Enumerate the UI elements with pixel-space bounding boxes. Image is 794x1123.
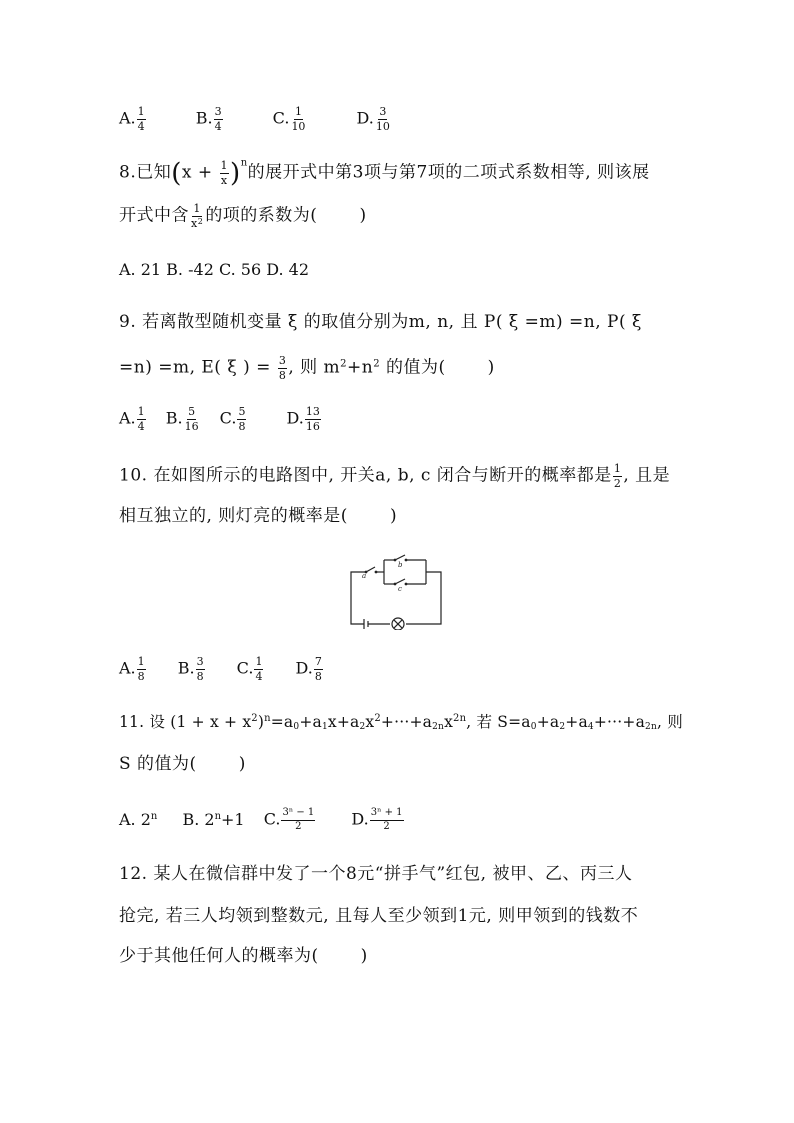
q9-line1: 9. 若离散型随机变量 ξ 的取值分别为m, n, 且 P( ξ =m) =n, P( ξ (119, 312, 642, 332)
q9-option-a: A. $\frac{1}{4}$ (119, 405, 145, 433)
circuit-diagram (348, 550, 444, 630)
q10-option-b: B. $\frac{3}{8}$ (177, 655, 204, 683)
q11-line2: S 的值为( ) (119, 754, 246, 774)
q9-options (119, 406, 322, 432)
q11-option-c: C. $\frac{\text{3ⁿ − 1}}{2}$ (263, 807, 315, 832)
q8-line2: 开式中含 $\frac{1}{x^2}$ 的项的系数为( ) (119, 202, 367, 230)
q7-option-c: C. $\frac{1}{10}$ (272, 105, 306, 133)
q11-option-d: D. $\frac{\text{3ⁿ + 1}}{2}$ (351, 807, 403, 832)
q7-options (119, 106, 392, 132)
q10-line1: 10. 在如图所示的电路图中, 开关a, b, c 闭合与断开的概率都是 $\frac{1}{2}$ , 且是 (119, 462, 671, 490)
q10-option-d: D. $\frac{7}{8}$ (295, 655, 322, 683)
q9-option-b: B. $\frac{5}{16}$ (165, 405, 199, 433)
q7-option-a: A. $\frac{1}{4}$ (119, 105, 145, 133)
q11-option-b: B. $2^n+1$ (182, 809, 245, 829)
q11-line1: 11. 设 $(1 + x + x^2)^n=a_0+a_1x+a_2x^2+\cdot\cdot\cdot+a_{2n}x^{2n}$, 若 $S=a_0+a_2+a_4+\cdot\cdot\cdot+a_{2n}$, 则 (119, 713, 683, 732)
q12-line3: 少于其他任何人的概率为( ) (119, 946, 368, 966)
q12-line2: 抢完, 若三人均领到整数元, 且每人至少领到1元, 则甲领到的钱数不 (119, 906, 639, 926)
q8-options: A. 21 B. -42 C. 56 D. 42 (119, 260, 310, 279)
q9-option-d: D. $\frac{13}{16}$ (286, 405, 320, 433)
switch-b (395, 555, 405, 560)
q9-line2: =n) =m, E( ξ ) = $\frac{3}{8}$ , 则 $m^2+n^2$ 的值为( ) (119, 354, 495, 382)
switch-a (366, 567, 375, 572)
switch-c-label: c (398, 585, 402, 593)
q10-options (119, 656, 324, 682)
switch-b-label: b (398, 561, 403, 569)
q10-option-a: A. $\frac{1}{8}$ (119, 655, 145, 683)
q9-option-c: C. $\frac{5}{8}$ (219, 405, 246, 433)
q12-line1: 12. 某人在微信群中发了一个8元“拼手气”红包, 被甲、乙、丙三人 (119, 864, 633, 884)
circuit-wire-right (406, 572, 441, 624)
q7-option-b: B. $\frac{3}{4}$ (195, 105, 222, 133)
q11-options (119, 808, 405, 832)
q10-option-c: C. $\frac{1}{4}$ (236, 655, 263, 683)
q10-line2: 相互独立的, 则灯亮的概率是( ) (119, 506, 398, 526)
q11-option-a: A. 2$^n$ (119, 809, 158, 829)
switch-a-label: a (362, 572, 367, 580)
switch-c (395, 579, 405, 584)
q7-option-d: D. $\frac{3}{10}$ (356, 105, 390, 133)
q8-line1: 8.已知(x + $\frac{1}{x}$ )$^n$的展开式中第3项与第7项的二项式系数相等, 则该展 (119, 157, 650, 189)
